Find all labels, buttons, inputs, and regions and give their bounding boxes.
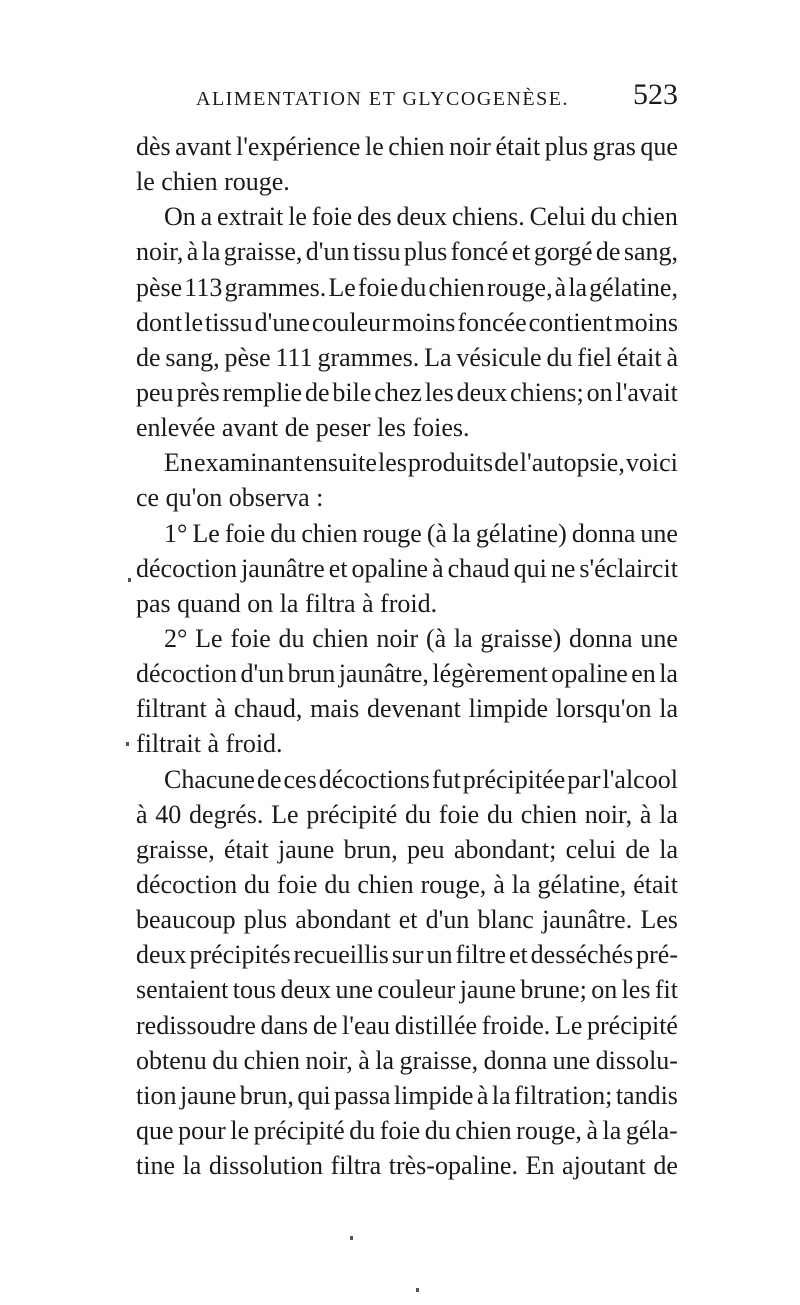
text-line: enlevée avant de peser les foies. — [136, 413, 470, 443]
text-line: filtrant à chaud, mais devenant limpide lorsqu'on la — [136, 694, 678, 724]
text-line: dès avant l'expérience le chien noir était plus gras que — [136, 132, 678, 161]
text-line: noir, à la graisse, d'un tissu plus foncé et gorgé de sang, — [136, 237, 678, 267]
text-line: pèse 113 grammes. Le foie du chien rouge, à la gélatine, — [136, 272, 678, 302]
print-speck — [416, 1288, 419, 1292]
text-line: dont le tissu d'une couleur moins foncée contient moins — [136, 307, 678, 337]
running-head — [196, 78, 678, 118]
running-title: ALIMENTATION ET GLYCOGENÈSE. — [196, 88, 569, 110]
text-line: En examinant ensuite les produits de l'autopsie, voici — [164, 448, 678, 478]
text-line: redissoudre dans de l'eau distillée froide. Le précipité — [136, 1010, 678, 1040]
text-line: sentaient tous deux une couleur jaune brune; on les fit — [136, 975, 678, 1005]
text-line: On a extrait le foie des deux chiens. Celui du chien — [164, 202, 678, 232]
text-line: ce qu'on observa : — [136, 483, 324, 513]
text-line: à 40 degrés. Le précipité du foie du chien noir, à la — [136, 799, 678, 829]
print-speck — [128, 578, 131, 582]
text-line: deux précipités recueillis sur un filtre et desséchés pré- — [136, 940, 678, 970]
text-line: peu près remplie de bile chez les deux chiens; on l'avait — [136, 377, 678, 407]
text-line: de sang, pèse 111 grammes. La vésicule du fiel était à — [136, 342, 678, 372]
text-line: tine la dissolution filtra très-opaline. En ajoutant de — [136, 1151, 678, 1181]
text-line: 1° Le foie du chien rouge (à la gélatine) donna une — [164, 518, 678, 548]
text-line: tion jaune brun, qui passa limpide à la filtration; tandis — [136, 1080, 678, 1110]
text-line: beaucoup plus abondant et d'un blanc jaunâtre. Les — [136, 905, 678, 935]
text-line: filtrait à froid. — [136, 729, 283, 759]
text-line: décoction du foie du chien rouge, à la gélatine, était — [136, 869, 678, 899]
text-line: décoction jaunâtre et opaline à chaud qui ne s'éclaircit — [136, 553, 678, 583]
body-text — [136, 129, 678, 1183]
text-line: décoction d'un brun jaunâtre, légèrement opaline en la — [136, 659, 678, 689]
text-line: graisse, était jaune brun, peu abondant; celui de la — [136, 834, 678, 864]
print-speck — [350, 1236, 353, 1240]
text-line: obtenu du chien noir, à la graisse, donna une dissolu- — [136, 1045, 678, 1075]
text-line: pas quand on la filtra à froid. — [136, 588, 438, 618]
text-line: Chacune de ces décoctions fut précipitée par l'alcool — [164, 764, 678, 794]
text-line: 2° Le foie du chien noir (à la graisse) donna une — [164, 623, 678, 653]
text-line: que pour le précipité du foie du chien rouge, à la géla- — [136, 1115, 678, 1145]
print-speck — [126, 742, 129, 746]
text-line: le chien rouge. — [136, 167, 290, 197]
page-number: 523 — [633, 78, 678, 111]
